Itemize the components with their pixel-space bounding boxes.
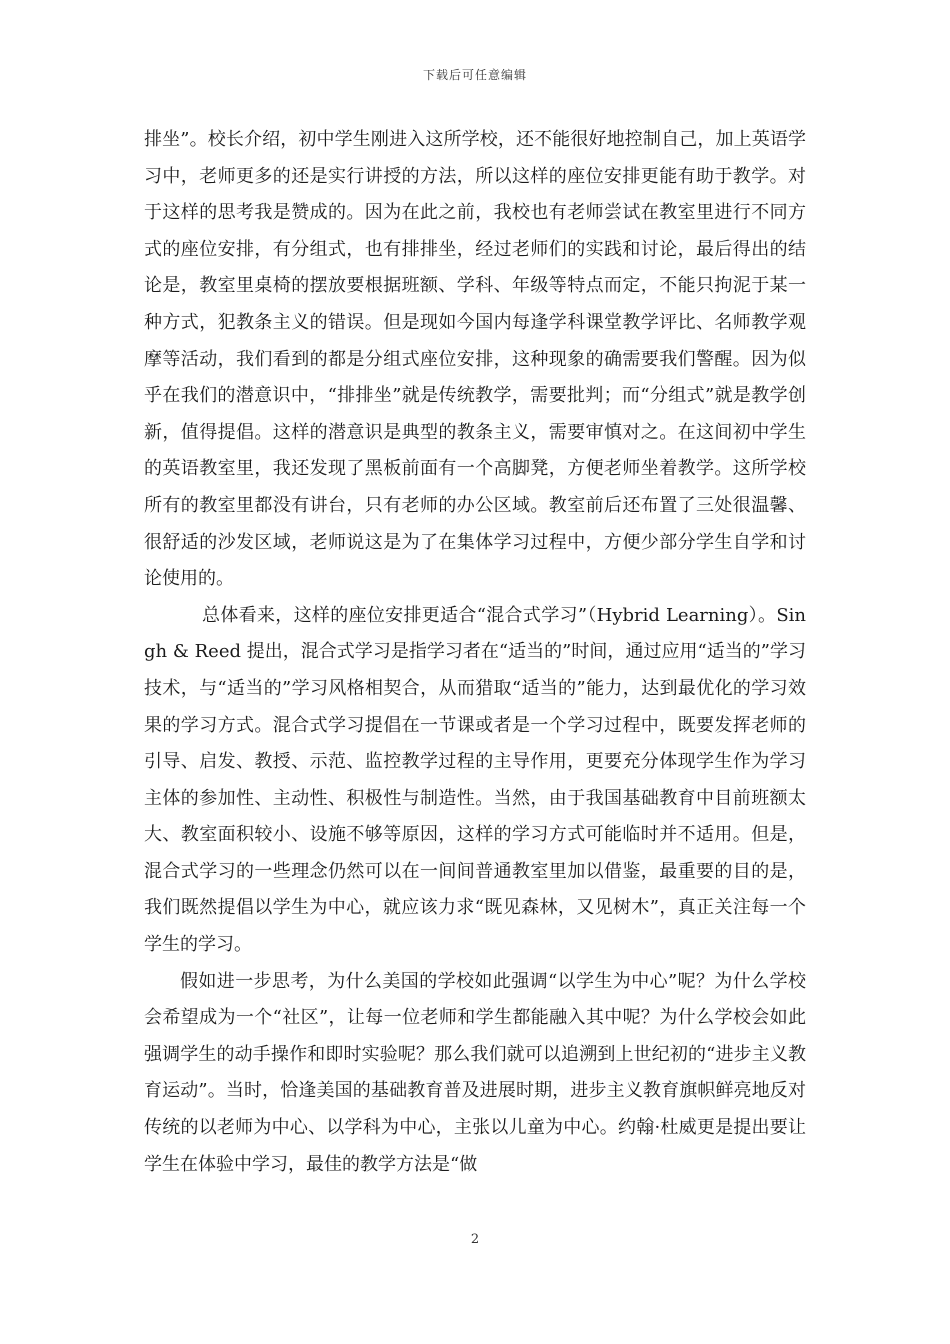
document-body <box>144 122 806 1183</box>
page-header: 下载后可任意编辑 <box>422 68 527 82</box>
paragraph-3: 假如进一步思考，为什么美国的学校如此强调“以学生为中心”呢？为什么学校会希望成为一个“社区”，让每一位老师和学生都能融入其中呢？为什么学校会如此强调学生的动手操作和即时实验呢？那么我们就可以追溯到上世纪初的“进步主义教育运动”。当时，恰逢美国的基础教育普及进展时期，进步主义教育旗帜鲜亮地反对传统的以老师为中心、以学科为中心，主张以儿童为中心。约翰·杜威更是提出要让学生在体验中学习，最佳的教学方法是“做 <box>144 970 806 1175</box>
page-number: 2 <box>470 1232 480 1247</box>
paragraph-1: 排坐”。校长介绍，初中学生刚进入这所学校，还不能很好地控制自己，加上英语学习中，老师更多的还是实行讲授的方法，所以这样的座位安排更能有助于教学。对于这样的思考我是赞成的。因为在此之前，我校也有老师尝试在教室里进行不同方式的座位安排，有分组式，也有排排坐，经过老师们的实践和讨论，最后得出的结论是，教室里桌椅的摆放要根据班额、学科、年级等特点而定，不能只拘泥于某一种方式，犯教条主义的错误。但是现如今国内每逢学科课堂教学评比、名师教学观摩等活动，我们看到的都是分组式座位安排，这种现象的确需要我们警醒。因为似乎在我们的潜意识中，“排排坐”就是传统教学，需要批判；而“分组式”就是教学创新，值得提倡。这样的潜意识是典型的教条主义，需要审慎对之。在这间初中学生的英语教室里，我还发现了黑板前面有一个高脚凳，方便老师坐着教学。这所学校所有的教室里都没有讲台，只有老师的办公区域。教室前后还布置了三处很温馨、很舒适的沙发区域，老师说这是为了在集体学习过程中，方便少部分学生自学和讨论使用的。 <box>144 129 806 590</box>
paragraph-2: 总体看来，这样的座位安排更适合“混合式学习”（Hybrid Learning）。Singh & Reed 提出，混合式学习是指学习者在“适当的”时间，通过应用“适当的”学习技术，与“适当的”学习风格相契合，从而猎取“适当的”能力，达到最优化的学习效果的学习方式。混合式学习提倡在一节课或者是一个学习过程中，既要发挥老师的引导、启发、教授、示范、监控教学过程的主导作用，更要充分体现学生作为学习主体的参加性、主动性、积极性与制造性。当然，由于我国基础教育中目前班额太大、教室面积较小、设施不够等原因，这样的学习方式可能临时并不适用。但是，混合式学习的一些理念仍然可以在一间间普通教室里加以借鉴，最重要的目的是，我们既然提倡以学生为中心，就应该力求“既见森林，又见树木”，真正关注每一个学生的学习。 <box>144 604 806 956</box>
